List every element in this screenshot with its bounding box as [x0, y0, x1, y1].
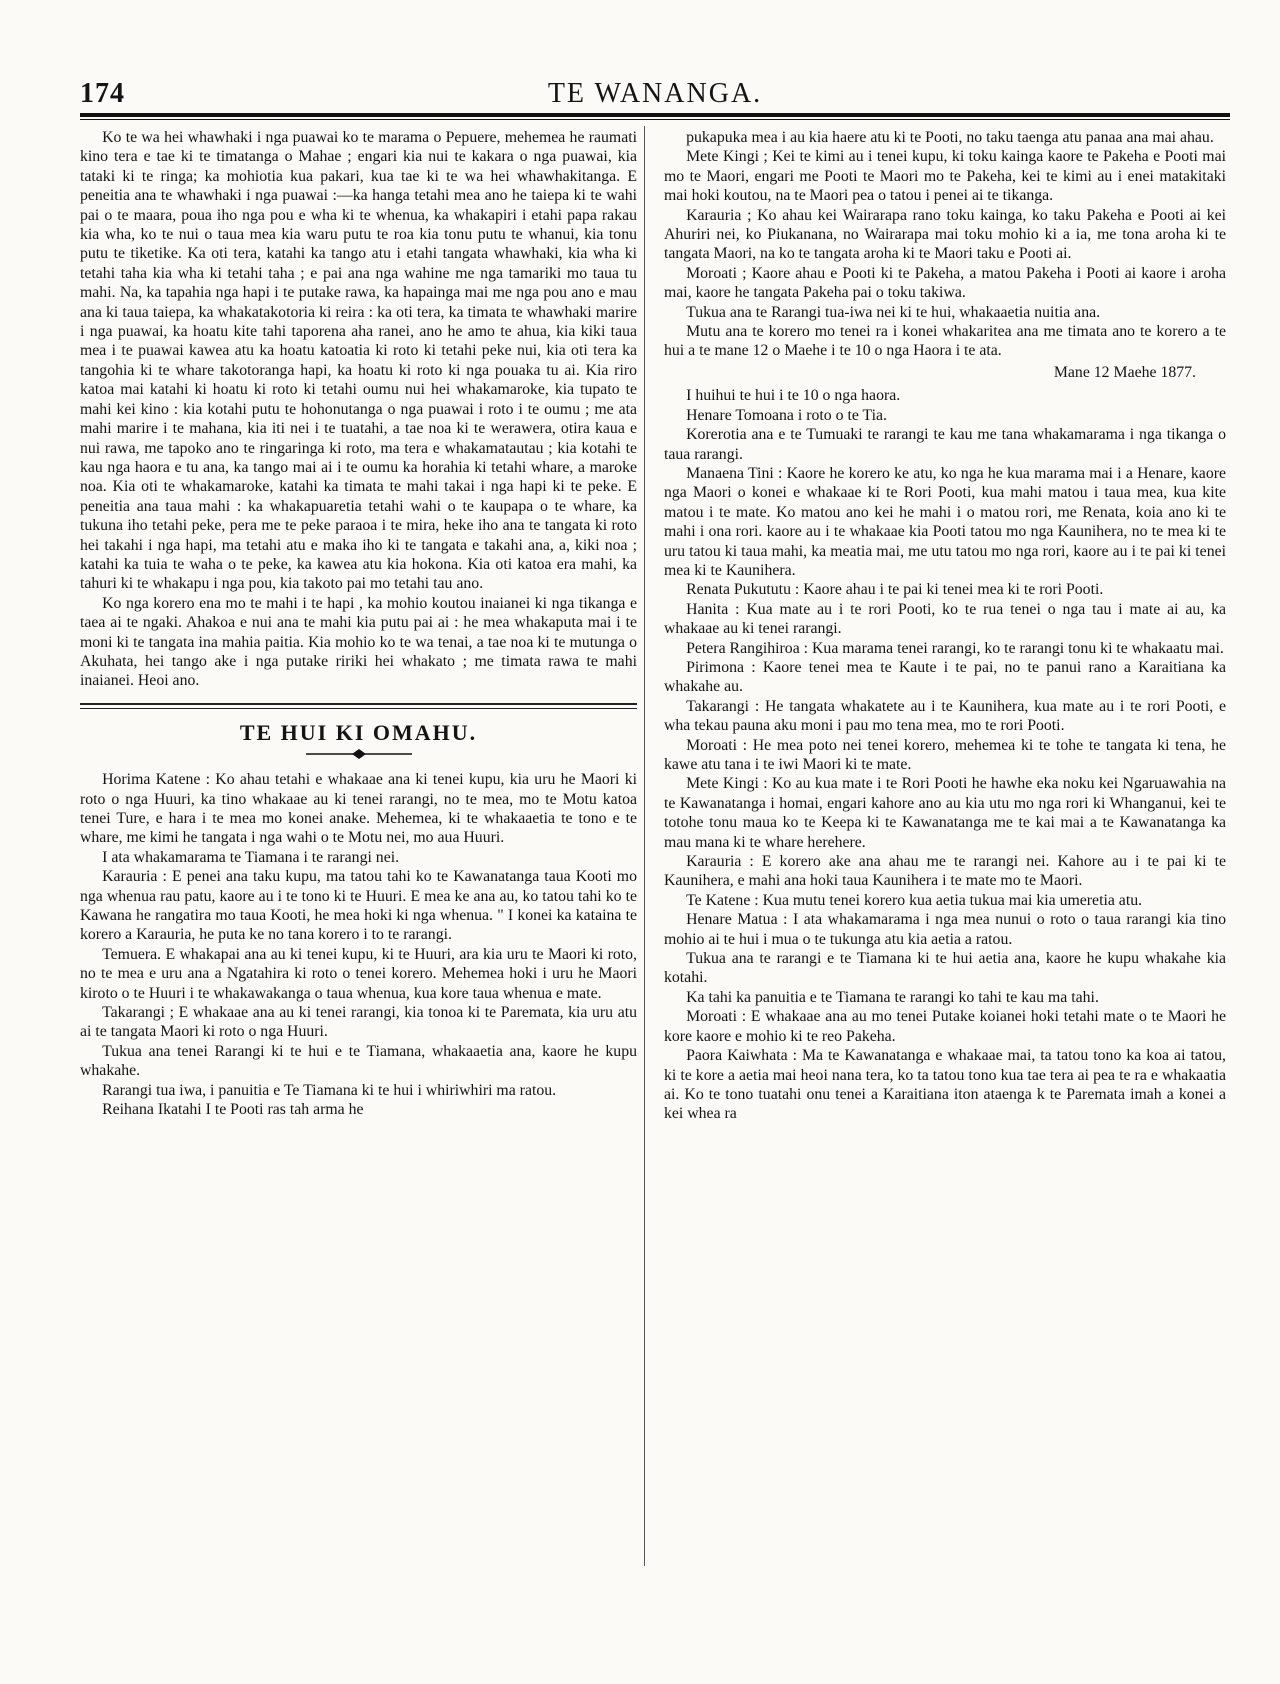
article-paragraph: Ko nga korero ena mo te mahi i te hapi , ka mohio koutou inaianei ki nga tikanga e taea ai te ngaki. Ahakoa e nui ana te mahi kia putu pai ai : he mea whakaputa mai i te moni ki te tangata ina mahia paitia. Kia mohio ko te wa tenai, a tae noa ki te mutunga o Akuhata, hei tango ake i nga putake ririki hei whakato ; me timata rawa te mahi inaianei. Heoi ano.: [80, 594, 637, 690]
minutes-paragraph: Tukua ana te rarangi e te Tiamana ki te hui aetia ana, kaore he kupu whakahe kia kotahi.: [664, 950, 1226, 987]
minutes-paragraph: Petera Rangihiroa : Kua marama tenei rarangi, ko te rarangi tonu ki te whakaatu mai.: [686, 639, 1224, 657]
minutes-paragraph: Rarangi tua iwa, i panuitia e Te Tiamana ki te hui i whiriwhiri ma ratou.: [102, 1081, 557, 1099]
minutes-paragraph: Korerotia ana e te Tumuaki te rarangi te kau me tana whakamarama i nga tikanga o taua rarangi.: [664, 426, 1226, 463]
minutes-paragraph: I huihui te hui i te 10 o nga haora.: [686, 387, 901, 405]
minutes-paragraph: Moroati : E whakaae ana au mo tenei Putake koianei hoki tetahi mate o te Maori he kore kaore e mohio ki te reo Pakeha.: [664, 1008, 1226, 1045]
running-title: TE WANANGA.: [547, 78, 763, 109]
dateline: Mane 12 Maehe 1877.: [1053, 363, 1196, 381]
minutes-paragraph: Moroati : He mea poto nei tenei korero, mehemea ki te tohe te tangata ki tena, he kawe atu tana i te iwi Maori ki te mate.: [664, 736, 1226, 773]
minutes-paragraph: Mutu ana te korero mo tenei ra i konei whakaritea ana me timata ano te korero a te hui a te mane 12 o Maehe i te 10 o nga Haora i te ata.: [664, 323, 1226, 360]
header-rule: [80, 113, 1230, 117]
minutes-paragraph: Takarangi : He tangata whakatete au i te Kaunihera, kua mate au i te rori Pooti, e wha tekau pauna aku moni i pau mo tena mea, mo te rori Pooti.: [664, 697, 1226, 735]
minutes-paragraph: pukapuka mea i au kia haere atu ki te Pooti, no taku taenga atu panaa ana mai ahau.: [686, 129, 1214, 146]
minutes-paragraph: Horima Katene : Ko ahau tetahi e whakaae ana ki tenei kupu, kia uru he Maori ki roto o nga Huuri, ka tino whakaae au ki tenei rarangi, no te mea, mo te Motu katoa tenei Ture, e hara i te mea mo konei anake. Mehemea, ki te whakaaetia te tono e te whare, me kimi he tangata i nga wahi o te Motu nei, mo aua Huuri.: [80, 771, 637, 847]
section-divider-thin: [80, 708, 637, 709]
left-column: [80, 128, 637, 1568]
minutes-paragraph: Tukua ana te Rarangi tua-iwa nei ki te hui, whakaaetia nuitia ana.: [686, 303, 1101, 321]
right-column: [664, 128, 1226, 1568]
page-number: 174: [80, 78, 125, 109]
minutes-paragraph: Karauria : E penei ana taku kupu, ma tatou tahi ko te Kawanatanga taua Kooti mo nga whenua rau patu, kaore au i te tono ki te Huuri. E mea ke ana au, ko tatou tahi ko te Kawana he rangatira mo taua Kooti, he mea hoki ki nga whenua. " I konei ka kataina te korero a Karauria, he puta ke no tana korero i to te rarangi.: [80, 868, 637, 944]
minutes-paragraph: Henare Matua : I ata whakamarama i nga mea nunui o roto o taua rarangi kia tino mohio ai te hui i mua o te tukunga atu kia aetia a ratou.: [664, 911, 1226, 948]
minutes-paragraph: Manaena Tini : Kaore he korero ke atu, ko nga he kua marama mai i a Henare, kaore nga Maori o konei e whakaae ki te Rori Pooti, kua mahi matou i taua mea, kua kite matou i te mate. Ko matou ano kei he mahi i o matou rori, me Renata, koia ano ki te mahi i ona rori. kaore au i te whakaae kia Pooti tatou mo nga Kaunihera, no te mea ki te uru tatou ki taua mahi, ka meatia mai, me utu tatou mo nga rori, kaore au i te pai ki tenei mea ki te Kaunihera.: [664, 464, 1226, 579]
article-paragraph: Ko te wa hei whawhaki i nga puawai ko te marama o Pepuere, mehemea he raumati kino tera e tae ki te timatanga o Mahae ; engari kia nui te kakara o nga puawai, kia tataki ki te ringa; ka mohiotia kua pakari, kua tae ki te wa hei whawhakitanga. E peneitia ana te whawhaki i nga puawai :—ka hanga tetahi mea ano he taiepa ki te wahi pai o te maara, poua iho nga pou e wha ki te whenua, ka whakapiri i etahi papa rakau kia wha, ko te nui o taua mea kia waru putu te roa kia tonu putu te whanui, kia tonu putu te tiketike. Ka oti tera, katahi ka tango atu i etahi tangata whawhaki, kia wha ki tetahi taha kia wha ki tetahi taha ; e pai ana nga wahine me nga tamariki mo taua tu mahi. Na, ka tapahia nga hapi i te putake rawa, ka hapainga mai me nga pou ano e mau ana ki taua taiepa, ka whakatakotoria ki reira : ka oti tera, ka timata te whawhaki marire i nga puawai, ka hoatu kite tahi taporena aha ranei, ano he amo te ahua, kia kiki taua mea i te puawai kawea atu ka hoatu katoatia ki roto ki tetahi peke nui, kia oti tera ka tangohia ki te whare takotoranga hapi, ka hoatu ki roto ki nga pouaka tu ai. Kia riro katoa mai katahi ki hoatu ki roto ki tetahi oumu nui hei whakamaroke, kia tupato te mahi kei kino : kia kotahi putu te hohonutanga o nga puawai i roto i te oumu ; me ata mahi marire i te mahana, kia iti nei i te tuatahi, a tae noa ki te werawera, otira kaua e nui rawa, me tapoko ano te ringaringa ki roto, ma tera e whakamatautau ; kia kotahi te kau nga haora e tu ana, ka tango mai ai i te oumu ka horahia ki tetahi whare, a maroke noa. Kia oti te whakamaroke, katahi ka timata te mahi takai i nga hapi ki te peke. E peneitia ana taua mahi : ka whakapuaretia tetahi wahi o te kaupapa o te whare, ka tukuna iho tetahi peke, pera me te peke paraoa i te mira, heke iho ana te tangata ki roto hei takahi i nga hapi, ma tetahi atu e maka iho ki te tangata e takahi ana, a, kiki noa ; katahi ka tuia te waha o te peke, ka kawea atu kia hokona. Kia oti katoa era mahi, ka tahuri ki te whakapu i nga pou, kia takoto pai mo tetahi tau ano.: [80, 129, 637, 593]
header-rule-thin: [80, 119, 1230, 120]
minutes-paragraph: Mete Kingi : Ko au kua mate i te Rori Pooti he hawhe eka noku kei Ngaruawahia na te Kawanatanga i homai, engari kahore ano au kia utu mo nga rori ki Whanganui, kei te totohe tonu maua ko te Keepa ki te Kawanatanga me te kai mai a te Kawanatanga ka mau mana ki te whare herehere.: [664, 775, 1226, 851]
ornament-dash-icon: [304, 748, 414, 760]
column-divider: [644, 126, 645, 1566]
minutes-paragraph: Pirimona : Kaore tenei mea te Kaute i te pai, no te panui rano a Karaitiana ka whakahe au.: [664, 658, 1226, 696]
page-header: [80, 78, 1230, 112]
minutes-paragraph: Temuera. E whakapai ana au ki tenei kupu, ki te Huuri, ara kia uru te Maori ki roto, no te mea e uru ana a Ngatahira ki roto o tenei korero. Mehemea hoki i uru he Maori kiroto o te Huuri i te whakawakanga o taua whenua, kua kore taua whenua e mate.: [80, 945, 637, 1002]
minutes-paragraph: I ata whakamarama te Tiamana i te rarangi nei.: [102, 848, 400, 866]
minutes-paragraph: Renata Pukututu : Kaore ahau i te pai ki tenei mea ki te rori Pooti.: [686, 581, 1104, 599]
section-divider: [80, 703, 637, 705]
minutes-paragraph: Hanita : Kua mate au i te rori Pooti, ko te rua tenei o nga tau i mate ai au, ka whakaae au ki tenei rarangi.: [664, 600, 1226, 638]
minutes-paragraph: Moroati ; Kaore ahau e Pooti ki te Pakeha, a matou Pakeha i Pooti ai kaore i aroha mai, kaore he tangata Pakeha pai o toku takiwa.: [664, 264, 1226, 302]
minutes-paragraph: Te Katene : Kua mutu tenei korero kua aetia tukua mai kia umeretia atu.: [686, 891, 1143, 909]
minutes-paragraph: Karauria : E korero ake ana ahau me te rarangi nei. Kahore au i te pai ki te Kaunihera, e mahi ana hoki taua Kaunihera i te mate mo te Maori.: [664, 853, 1226, 890]
minutes-paragraph: Takarangi ; E whakaae ana au ki tenei rarangi, kia tonoa ki te Paremata, kia uru atu ai te tangata Maori ki roto o nga Huuri.: [80, 1004, 637, 1041]
minutes-paragraph: Henare Tomoana i roto o te Tia.: [686, 406, 887, 424]
minutes-paragraph: Reihana Ikatahi I te Pooti ras tah arma he: [102, 1101, 364, 1119]
minutes-paragraph: Mete Kingi ; Kei te kimi au i tenei kupu, ki toku kainga kaore te Pakeha e Pooti mai mo te Maori, engari me Pooti te Maori mo te Pakeha, kei te kimi au i enei matakitaki mai hoki koutou, na te Maori pea o tatou i penei ai te tikanga.: [664, 148, 1226, 205]
minutes-paragraph: Ka tahi ka panuitia e te Tiamana te rarangi ko tahi te kau ma tahi.: [686, 988, 1099, 1006]
minutes-paragraph: Karauria ; Ko ahau kei Wairarapa rano toku kainga, ko taku Pakeha e Pooti ai kei Ahuriri nei, ko Piukanana, no Wairarapa mai toku mohio ki a ia, me tona aroha ki te tangata Maori, na ko te tangata aroha ki te Maori taku e Pooti ai.: [664, 206, 1226, 263]
minutes-paragraph: Paora Kaiwhata : Ma te Kawanatanga e whakaae mai, ta tatou tono ka koa ai tatou, ki te kore a aetia mai heoi nana tera, ko ta tatou tono kua tae tera ai pea te ra e whakaatia ai. Ko te tono tuatahi onu tenei a Karaitiana iton ataenga k te Paremata imah a konei a kei whea ra: [664, 1047, 1226, 1123]
minutes-paragraph: Tukua ana tenei Rarangi ki te hui e te Tiamana, whakaaetia ana, kaore he kupu whakahe.: [80, 1042, 637, 1080]
section-heading: TE HUI KI OMAHU.: [239, 719, 478, 745]
